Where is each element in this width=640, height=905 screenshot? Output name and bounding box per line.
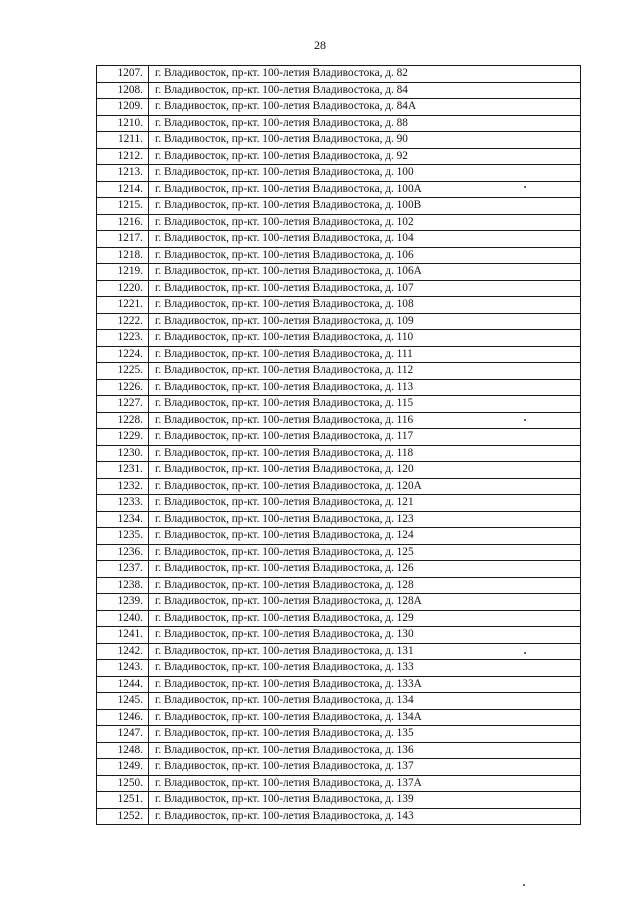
table-row: [97, 165, 581, 182]
row-address: г. Владивосток, пр-кт. 100-летия Владивостока, д. 123: [149, 511, 581, 528]
row-address: г. Владивосток, пр-кт. 100-летия Владивостока, д. 131: [149, 643, 581, 660]
table-row: [97, 379, 581, 396]
row-address: г. Владивосток, пр-кт. 100-летия Владивостока, д. 100В: [149, 198, 581, 215]
row-address: г. Владивосток, пр-кт. 100-летия Владивостока, д. 135: [149, 726, 581, 743]
table-row: [97, 396, 581, 413]
row-number: 1252.: [97, 808, 149, 825]
row-address: г. Владивосток, пр-кт. 100-летия Владивостока, д. 84: [149, 82, 581, 99]
row-number: 1224.: [97, 346, 149, 363]
row-number: 1216.: [97, 214, 149, 231]
row-number: 1223.: [97, 330, 149, 347]
table-row: [97, 709, 581, 726]
row-address: г. Владивосток, пр-кт. 100-летия Владивостока, д. 120: [149, 462, 581, 479]
row-address: г. Владивосток, пр-кт. 100-летия Владивостока, д. 137: [149, 759, 581, 776]
row-address: г. Владивосток, пр-кт. 100-летия Владивостока, д. 128: [149, 577, 581, 594]
scan-speck: [523, 884, 525, 886]
row-address: г. Владивосток, пр-кт. 100-летия Владивостока, д. 111: [149, 346, 581, 363]
row-address: г. Владивосток, пр-кт. 100-летия Владивостока, д. 108: [149, 297, 581, 314]
table-row: [97, 264, 581, 281]
row-number: 1247.: [97, 726, 149, 743]
table-row: [97, 132, 581, 149]
row-number: 1221.: [97, 297, 149, 314]
table-row: [97, 280, 581, 297]
row-address: г. Владивосток, пр-кт. 100-летия Владивостока, д. 82: [149, 66, 581, 83]
row-address: г. Владивосток, пр-кт. 100-летия Владивостока, д. 106А: [149, 264, 581, 281]
row-number: 1234.: [97, 511, 149, 528]
scan-speck: [524, 186, 526, 188]
row-number: 1220.: [97, 280, 149, 297]
row-number: 1211.: [97, 132, 149, 149]
table-row: [97, 231, 581, 248]
table-row: [97, 148, 581, 165]
row-number: 1207.: [97, 66, 149, 83]
row-number: 1236.: [97, 544, 149, 561]
table-row: [97, 577, 581, 594]
table-row: [97, 115, 581, 132]
row-number: 1231.: [97, 462, 149, 479]
row-address: г. Владивосток, пр-кт. 100-летия Владивостока, д. 117: [149, 429, 581, 446]
row-address: г. Владивосток, пр-кт. 100-летия Владивостока, д. 92: [149, 148, 581, 165]
row-number: 1235.: [97, 528, 149, 545]
table-row: [97, 742, 581, 759]
row-address: г. Владивосток, пр-кт. 100-летия Владивостока, д. 84А: [149, 99, 581, 116]
table-row: [97, 445, 581, 462]
row-number: 1238.: [97, 577, 149, 594]
row-address: г. Владивосток, пр-кт. 100-летия Владивостока, д. 104: [149, 231, 581, 248]
table-row: [97, 792, 581, 809]
table-row: [97, 726, 581, 743]
row-number: 1222.: [97, 313, 149, 330]
row-number: 1240.: [97, 610, 149, 627]
row-number: 1251.: [97, 792, 149, 809]
row-number: 1233.: [97, 495, 149, 512]
row-address: г. Владивосток, пр-кт. 100-летия Владивостока, д. 120А: [149, 478, 581, 495]
table-row: [97, 594, 581, 611]
row-address: г. Владивосток, пр-кт. 100-летия Владивостока, д. 88: [149, 115, 581, 132]
row-number: 1250.: [97, 775, 149, 792]
row-number: 1237.: [97, 561, 149, 578]
row-number: 1209.: [97, 99, 149, 116]
table-row: [97, 214, 581, 231]
row-address: г. Владивосток, пр-кт. 100-летия Владивостока, д. 90: [149, 132, 581, 149]
table-row: [97, 330, 581, 347]
row-address: г. Владивосток, пр-кт. 100-летия Владивостока, д. 100А: [149, 181, 581, 198]
row-address: г. Владивосток, пр-кт. 100-летия Владивостока, д. 100: [149, 165, 581, 182]
table-row: [97, 759, 581, 776]
table-row: [97, 412, 581, 429]
row-number: 1229.: [97, 429, 149, 446]
row-address: г. Владивосток, пр-кт. 100-летия Владивостока, д. 116: [149, 412, 581, 429]
table-row: [97, 561, 581, 578]
table-row: [97, 99, 581, 116]
row-address: г. Владивосток, пр-кт. 100-летия Владивостока, д. 143: [149, 808, 581, 825]
table-row: [97, 775, 581, 792]
row-address: г. Владивосток, пр-кт. 100-летия Владивостока, д. 137А: [149, 775, 581, 792]
scan-speck: [524, 419, 526, 421]
row-number: 1227.: [97, 396, 149, 413]
row-number: 1246.: [97, 709, 149, 726]
row-number: 1219.: [97, 264, 149, 281]
row-number: 1242.: [97, 643, 149, 660]
table-row: [97, 462, 581, 479]
row-address: г. Владивосток, пр-кт. 100-летия Владивостока, д. 133: [149, 660, 581, 677]
row-number: 1213.: [97, 165, 149, 182]
row-address: г. Владивосток, пр-кт. 100-летия Владивостока, д. 133А: [149, 676, 581, 693]
row-number: 1225.: [97, 363, 149, 380]
row-number: 1226.: [97, 379, 149, 396]
row-number: 1208.: [97, 82, 149, 99]
table-row: [97, 693, 581, 710]
table-row: [97, 346, 581, 363]
row-number: 1241.: [97, 627, 149, 644]
row-address: г. Владивосток, пр-кт. 100-летия Владивостока, д. 118: [149, 445, 581, 462]
row-address: г. Владивосток, пр-кт. 100-летия Владивостока, д. 134А: [149, 709, 581, 726]
table-row: [97, 544, 581, 561]
row-number: 1228.: [97, 412, 149, 429]
row-number: 1248.: [97, 742, 149, 759]
row-address: г. Владивосток, пр-кт. 100-летия Владивостока, д. 109: [149, 313, 581, 330]
row-number: 1232.: [97, 478, 149, 495]
table-row: [97, 82, 581, 99]
table-row: [97, 643, 581, 660]
row-address: г. Владивосток, пр-кт. 100-летия Владивостока, д. 107: [149, 280, 581, 297]
row-address: г. Владивосток, пр-кт. 100-летия Владивостока, д. 139: [149, 792, 581, 809]
row-number: 1249.: [97, 759, 149, 776]
table-row: [97, 676, 581, 693]
row-address: г. Владивосток, пр-кт. 100-летия Владивостока, д. 124: [149, 528, 581, 545]
table-row: [97, 363, 581, 380]
row-address: г. Владивосток, пр-кт. 100-летия Владивостока, д. 113: [149, 379, 581, 396]
table-row: [97, 808, 581, 825]
table-row: [97, 660, 581, 677]
row-number: 1230.: [97, 445, 149, 462]
table-row: [97, 313, 581, 330]
table-row: [97, 247, 581, 264]
table-row: [97, 511, 581, 528]
table-row: [97, 495, 581, 512]
table-row: [97, 528, 581, 545]
table-row: [97, 66, 581, 83]
row-address: г. Владивосток, пр-кт. 100-летия Владивостока, д. 134: [149, 693, 581, 710]
row-number: 1214.: [97, 181, 149, 198]
row-number: 1218.: [97, 247, 149, 264]
row-number: 1212.: [97, 148, 149, 165]
row-address: г. Владивосток, пр-кт. 100-летия Владивостока, д. 110: [149, 330, 581, 347]
table-row: [97, 429, 581, 446]
row-address: г. Владивосток, пр-кт. 100-летия Владивостока, д. 126: [149, 561, 581, 578]
row-number: 1243.: [97, 660, 149, 677]
row-address: г. Владивосток, пр-кт. 100-летия Владивостока, д. 106: [149, 247, 581, 264]
table-row: [97, 198, 581, 215]
row-address: г. Владивосток, пр-кт. 100-летия Владивостока, д. 125: [149, 544, 581, 561]
page-number: 28: [314, 38, 326, 52]
row-address: г. Владивосток, пр-кт. 100-летия Владивостока, д. 128А: [149, 594, 581, 611]
row-number: 1217.: [97, 231, 149, 248]
row-number: 1215.: [97, 198, 149, 215]
table-row: [97, 297, 581, 314]
row-address: г. Владивосток, пр-кт. 100-летия Владивостока, д. 136: [149, 742, 581, 759]
row-address: г. Владивосток, пр-кт. 100-летия Владивостока, д. 130: [149, 627, 581, 644]
table-row: [97, 627, 581, 644]
table-row: [97, 181, 581, 198]
row-address: г. Владивосток, пр-кт. 100-летия Владивостока, д. 115: [149, 396, 581, 413]
table-row: [97, 478, 581, 495]
address-table: [96, 65, 581, 825]
row-number: 1239.: [97, 594, 149, 611]
row-address: г. Владивосток, пр-кт. 100-летия Владивостока, д. 112: [149, 363, 581, 380]
row-address: г. Владивосток, пр-кт. 100-летия Владивостока, д. 129: [149, 610, 581, 627]
table-row: [97, 610, 581, 627]
row-address: г. Владивосток, пр-кт. 100-летия Владивостока, д. 102: [149, 214, 581, 231]
row-number: 1244.: [97, 676, 149, 693]
row-address: г. Владивосток, пр-кт. 100-летия Владивостока, д. 121: [149, 495, 581, 512]
address-table-body: [97, 66, 581, 825]
scan-speck: [524, 652, 526, 654]
row-number: 1210.: [97, 115, 149, 132]
row-number: 1245.: [97, 693, 149, 710]
